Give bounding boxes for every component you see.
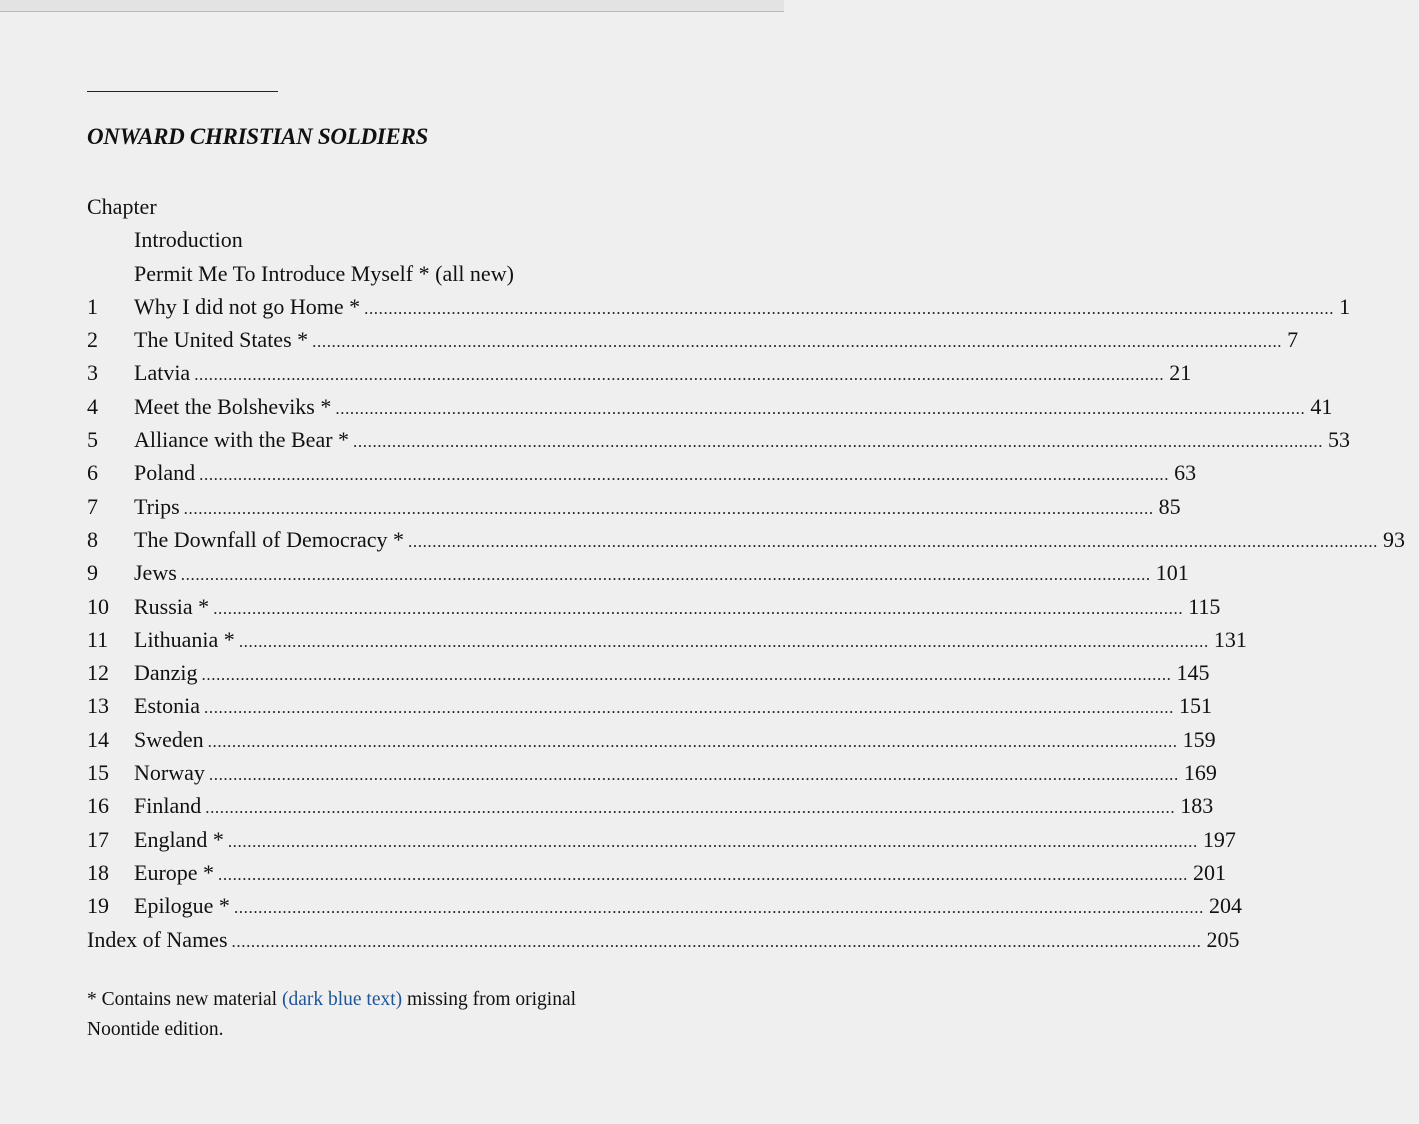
dot-leader: ........................................................................................................................................................................................................ xyxy=(205,798,1176,818)
dot-leader: ........................................................................................................................................................................................................ xyxy=(199,465,1170,485)
chapter-heading-row xyxy=(87,192,657,225)
dot-leader: ........................................................................................................................................................................................................ xyxy=(183,498,1154,518)
chapter-title: The United States * xyxy=(134,327,309,353)
dot-leader: ........................................................................................................................................................................................................ xyxy=(227,831,1198,851)
chapter-row xyxy=(87,425,1351,458)
chapter-title: Lithuania * xyxy=(134,626,235,652)
chapter-row xyxy=(87,525,1406,558)
dot-leader: ........................................................................................................................................................................................................ xyxy=(218,864,1189,884)
chapter-heading: Chapter xyxy=(87,194,157,219)
chapter-title: Jews xyxy=(134,560,177,586)
chapter-page-number: 63 xyxy=(1174,460,1197,486)
chapter-entry xyxy=(134,691,1212,723)
chapter-title: Trips xyxy=(134,493,180,519)
chapter-number: 19 xyxy=(87,893,109,919)
chapter-row xyxy=(87,458,1197,491)
chapter-title: Danzig xyxy=(134,660,198,686)
chapter-entry xyxy=(134,425,1351,457)
chapter-row xyxy=(87,725,1216,758)
chapter-title: Latvia xyxy=(134,360,191,386)
index-page-number: 205 xyxy=(1206,926,1240,952)
chapter-page-number: 93 xyxy=(1383,526,1406,552)
chapter-title: Estonia xyxy=(134,693,200,719)
chapter-number: 9 xyxy=(87,560,98,586)
chapter-number: 15 xyxy=(87,760,109,786)
chapter-page-number: 204 xyxy=(1208,893,1242,919)
chapter-title: Finland xyxy=(134,793,202,819)
chapter-row xyxy=(87,292,1351,325)
chapter-number: 6 xyxy=(87,460,98,486)
footnote-text-end: missing from original Noontide edition. xyxy=(87,989,577,1040)
chapter-number: 8 xyxy=(87,526,98,552)
chapter-entry xyxy=(134,492,1181,524)
table-of-contents xyxy=(87,192,1406,958)
footnote-highlight: (dark blue text) xyxy=(281,989,403,1010)
chapter-row xyxy=(87,891,1242,924)
footnote-text: * Contains new material xyxy=(87,989,282,1010)
chapter-page-number: 183 xyxy=(1180,793,1214,819)
chapter-title: Epilogue * xyxy=(134,893,230,919)
chapter-row xyxy=(87,758,1217,791)
window-top-bar xyxy=(0,0,784,12)
chapter-entry xyxy=(134,825,1236,857)
chapter-page-number: 197 xyxy=(1202,826,1236,852)
chapter-page-number: 85 xyxy=(1158,493,1181,519)
chapter-page-number: 101 xyxy=(1155,560,1189,586)
footnote xyxy=(87,985,647,1045)
chapter-number: 14 xyxy=(87,726,109,752)
chapter-entry xyxy=(134,558,1189,590)
chapter-page-number: 145 xyxy=(1176,660,1210,686)
chapter-number: 7 xyxy=(87,493,98,519)
chapter-row xyxy=(87,558,1189,591)
chapter-entry xyxy=(134,325,1299,357)
chapter-page-number: 131 xyxy=(1213,626,1247,652)
chapter-number: 11 xyxy=(87,626,109,652)
chapter-row xyxy=(87,592,1221,625)
chapter-row xyxy=(87,325,1299,358)
chapter-number: 10 xyxy=(87,593,109,619)
chapter-row xyxy=(87,691,1212,724)
chapter-number: 13 xyxy=(87,693,109,719)
chapter-page-number: 201 xyxy=(1193,859,1227,885)
chapter-title: Europe * xyxy=(134,859,215,885)
chapter-entry xyxy=(134,625,1247,657)
chapter-entry xyxy=(134,358,1192,390)
index-row xyxy=(87,925,1240,958)
chapter-page-number: 41 xyxy=(1310,393,1333,419)
chapter-title: Russia * xyxy=(134,593,210,619)
dot-leader: ........................................................................................................................................................................................................ xyxy=(335,398,1306,418)
chapter-page-number: 169 xyxy=(1183,760,1217,786)
chapter-title: The Downfall of Democracy * xyxy=(134,526,405,552)
chapter-title: Poland xyxy=(134,460,196,486)
chapter-row xyxy=(87,392,1333,425)
chapter-page-number: 1 xyxy=(1339,293,1351,319)
chapter-title: Alliance with the Bear * xyxy=(134,427,350,453)
chapter-page-number: 21 xyxy=(1169,360,1192,386)
chapter-row xyxy=(87,858,1227,891)
chapter-number: 5 xyxy=(87,427,98,453)
dot-leader: ........................................................................................................................................................................................................ xyxy=(194,365,1165,385)
chapter-entry xyxy=(134,292,1351,324)
book-title: ONWARD CHRISTIAN SOLDIERS xyxy=(87,124,429,149)
chapter-number: 1 xyxy=(87,293,98,319)
chapter-number: 18 xyxy=(87,859,109,885)
chapter-number: 2 xyxy=(87,327,98,353)
chapter-entry xyxy=(134,725,1216,757)
dot-leader: ........................................................................................................................................................................................................ xyxy=(204,698,1174,718)
dot-leader: ........................................................................................................................................................................................................ xyxy=(231,931,1202,951)
chapter-page-number: 151 xyxy=(1179,693,1212,719)
front-matter-row xyxy=(87,259,657,292)
dot-leader: ........................................................................................................................................................................................................ xyxy=(353,432,1324,452)
chapter-title: Sweden xyxy=(134,726,204,752)
chapter-row xyxy=(87,625,1247,658)
dot-leader: ........................................................................................................................................................................................................ xyxy=(207,731,1178,751)
chapter-title: England * xyxy=(134,826,224,852)
chapter-entry xyxy=(134,758,1217,790)
chapter-entry xyxy=(134,791,1214,823)
chapter-entry xyxy=(134,858,1227,890)
chapter-row xyxy=(87,825,1236,858)
chapter-row xyxy=(87,492,1181,525)
chapter-page-number: 53 xyxy=(1328,427,1351,453)
index-title: Index of Names xyxy=(87,926,228,952)
chapter-entry xyxy=(134,592,1221,624)
index-entry xyxy=(87,925,1240,957)
chapter-entry xyxy=(134,525,1406,557)
front-matter-title: Introduction xyxy=(134,227,243,253)
chapter-number: 3 xyxy=(87,360,98,386)
front-matter-title: Permit Me To Introduce Myself * (all new) xyxy=(134,260,514,286)
dot-leader: ........................................................................................................................................................................................................ xyxy=(233,898,1204,918)
chapter-entry xyxy=(134,658,1210,690)
chapter-title: Norway xyxy=(134,760,205,786)
front-matter-row xyxy=(87,225,657,258)
chapter-row xyxy=(87,658,1210,691)
chapter-row xyxy=(87,791,1214,824)
chapter-row xyxy=(87,358,1192,391)
chapter-title: Why I did not go Home * xyxy=(134,293,361,319)
dot-leader: ........................................................................................................................................................................................................ xyxy=(364,298,1335,318)
document-page xyxy=(0,12,1406,1124)
dot-leader: ........................................................................................................................................................................................................ xyxy=(312,332,1283,352)
dot-leader: ........................................................................................................................................................................................................ xyxy=(238,631,1209,651)
chapter-page-number: 115 xyxy=(1188,593,1221,619)
chapter-number: 12 xyxy=(87,660,109,686)
chapter-title: Meet the Bolsheviks * xyxy=(134,393,332,419)
chapter-entry xyxy=(134,458,1197,490)
dot-leader: ........................................................................................................................................................................................................ xyxy=(208,765,1179,785)
dot-leader: ........................................................................................................................................................................................................ xyxy=(201,665,1172,685)
chapter-entry xyxy=(134,392,1333,424)
dot-leader: ........................................................................................................................................................................................................ xyxy=(213,598,1184,618)
chapter-page-number: 159 xyxy=(1182,726,1216,752)
chapter-number: 16 xyxy=(87,793,109,819)
chapter-number: 17 xyxy=(87,826,109,852)
dot-leader: ........................................................................................................................................................................................................ xyxy=(180,565,1151,585)
chapter-entry xyxy=(134,891,1242,923)
chapter-page-number: 7 xyxy=(1287,327,1299,353)
dot-leader: ........................................................................................................................................................................................................ xyxy=(408,531,1379,551)
chapter-number: 4 xyxy=(87,393,98,419)
horizontal-rule xyxy=(87,91,278,92)
